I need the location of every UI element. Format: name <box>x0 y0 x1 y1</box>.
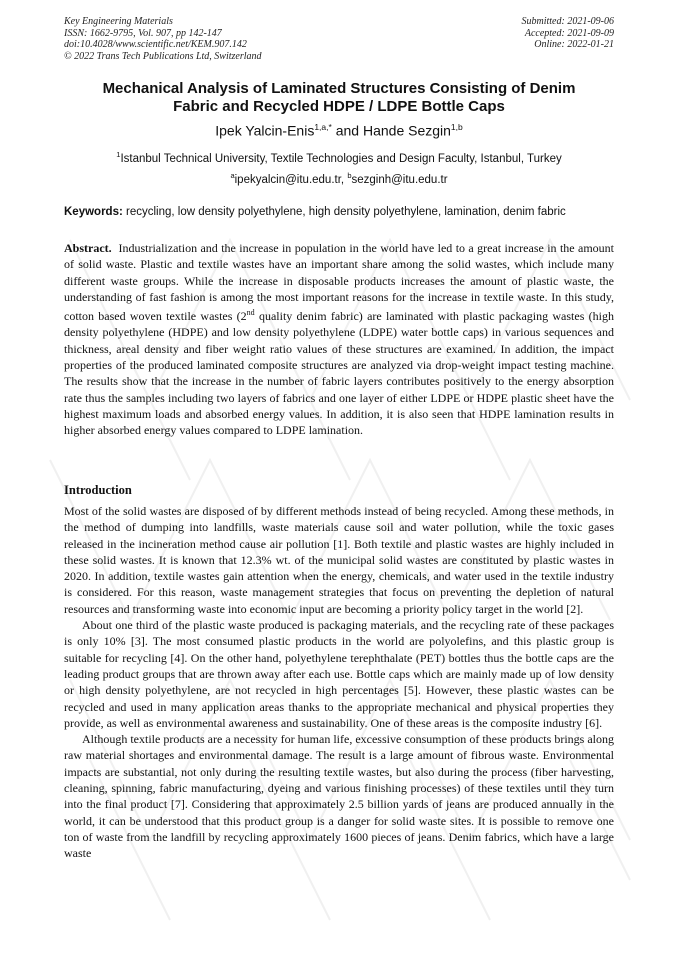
publication-dates <box>522 16 615 51</box>
submitted-date: Submitted: 2021-09-06 <box>521 16 614 27</box>
abstract <box>64 240 617 439</box>
author-2-name: Hande Sezgin <box>362 122 451 139</box>
affiliation-text: Istanbul Technical University, Textile Technologies and Design Faculty, Istanbul, Turkey <box>120 152 562 165</box>
author-joiner: and <box>331 122 363 139</box>
email-mark-a: a <box>230 171 235 180</box>
abstract-superscript: nd <box>246 308 255 318</box>
online-date: Online: 2022-01-21 <box>534 39 614 50</box>
title-line-2: Fabric and Recycled HDPE / LDPE Bottle Caps <box>173 98 505 115</box>
title-line-1: Mechanical Analysis of Laminated Structures Consisting of Denim <box>102 80 576 97</box>
introduction-heading: Introduction <box>64 483 132 497</box>
journal-issn: ISSN: 1662-9795, Vol. 907, pp 142-147 <box>64 27 222 39</box>
keywords <box>64 206 614 218</box>
intro-paragraph-1: Most of the solid wastes are disposed of by different methods instead of being recycled. Among these methods, in the method of dumping into landfills, waste materials cause soil and water pollution, while the toxic gases released in the incineration method cause air pollution [1]. Both textile and plastic wastes are highly included in these solid wastes. It is known that 12.3% wt. of the municipal solid wastes are constituted by plastic wastes in 2020. In addition, textile wastes gain attention when the energy, chemicals, and water used in the textile industry is considered. For this reason, waste management strategies that focus on preventing the depletion of natural resources and transforming waste into economic input are becoming a priority policy target in the world [2]. <box>64 504 614 616</box>
journal-info <box>64 16 262 62</box>
abstract-label: Abstract. <box>64 241 112 255</box>
author-emails <box>64 171 614 186</box>
intro-paragraph-2: About one third of the plastic waste produced is packaging materials, and the recycling rate of these packages is only 10% [3]. The most consumed plastic products in the world are polyolefins, and this plastic group is suitable for recycling [4]. On the other hand, polyethylene terephthalate (PET) bottles thus the bottle caps are the leading product groups that are thrown away after each use. Bottle caps which are mainly made up of low density or high density polyethylene, are not recycled in high percentages [5]. However, these plastic wastes can be recycled and used in many application areas thanks to the appropriate mechanical and physical properties they provide, as well as environmental awareness and sustainability. One of these areas is the composite industry [6]. <box>64 618 614 730</box>
paper-title <box>64 80 614 116</box>
author-2-affiliation-mark: 1,b <box>450 122 463 132</box>
keywords-label: Keywords: <box>64 206 123 218</box>
abstract-text-2: quality denim fabric) are laminated with plastic packaging wastes (high density polyethylene (HDPE) and low density polyethylene (LDPE) water bottle caps) in various sequences and thickness, areal density and fiber weight ratio values of these structures are examined. In addition, the impact properties of the produced laminated composite structures are analyzed via drop-weight impact testing machine. The results show that the increase in the number of fabric layers contributes positively to the energy absorption rate thus the samples including two layers of fabrics and one layer of either LDPE or HDPE plastic sheet have the highest maximum loads and absorbed energy values. In addition, it is also seen that HDPE lamination results in higher absorbed energy values compared to LDPE lamination. <box>64 309 614 438</box>
accepted-date: Accepted: 2021-09-09 <box>524 27 614 39</box>
journal-doi: doi:10.4028/www.scientific.net/KEM.907.142 <box>64 39 247 50</box>
keywords-text: recycling, low density polyethylene, high density polyethylene, lamination, denim fabric <box>122 206 566 218</box>
author-1-name: Ipek Yalcin-Enis <box>215 122 315 139</box>
affiliation <box>64 150 614 165</box>
author-list <box>64 122 614 139</box>
introduction-body <box>64 503 614 862</box>
affiliation-mark: 1 <box>116 150 121 159</box>
abstract-text-1: Industrialization and the increase in population in the world have led to a great increase in the amount of solid waste. Plastic and textile wastes have an important share among the solid wastes, which include many different waste groups. While the increase in disposable products increases the amount of plastic waste, the understanding of fast fashion is among the most important reasons for the increase in textile waste. In this study, cotton based woven textile wastes (2 <box>64 241 617 324</box>
journal-name: Key Engineering Materials <box>64 16 173 27</box>
author-1-affiliation-mark: 1,a,* <box>314 122 332 132</box>
intro-paragraph-3: Although textile products are a necessity for human life, excessive consumption of these products brings along raw material shortages and environmental damage. The result is a large amount of fibrous waste. Environmental impacts are substantial, not only during the resulting textile wastes, but also during the process (fiber harvesting, cleaning, spinning, fabric manufacturing, dyeing and various finishing processes) of these textiles until they turn into the final product [7]. Considering that approximately 2.5 billion yards of jeans are produced annually in the world, it can be understood that this product group is a danger for solid waste sites. It is possible to remove one ton of waste from the landfill by recycling approximately 1600 pieces of jeans. Denim fabrics, which have a large waste <box>64 732 614 861</box>
journal-copyright: © 2022 Trans Tech Publications Ltd, Switzerland <box>64 50 262 62</box>
email-a: ipekyalcin@itu.edu.tr, <box>234 173 348 186</box>
email-mark-b: b <box>347 171 352 180</box>
email-b: sezginh@itu.edu.tr <box>351 173 448 186</box>
